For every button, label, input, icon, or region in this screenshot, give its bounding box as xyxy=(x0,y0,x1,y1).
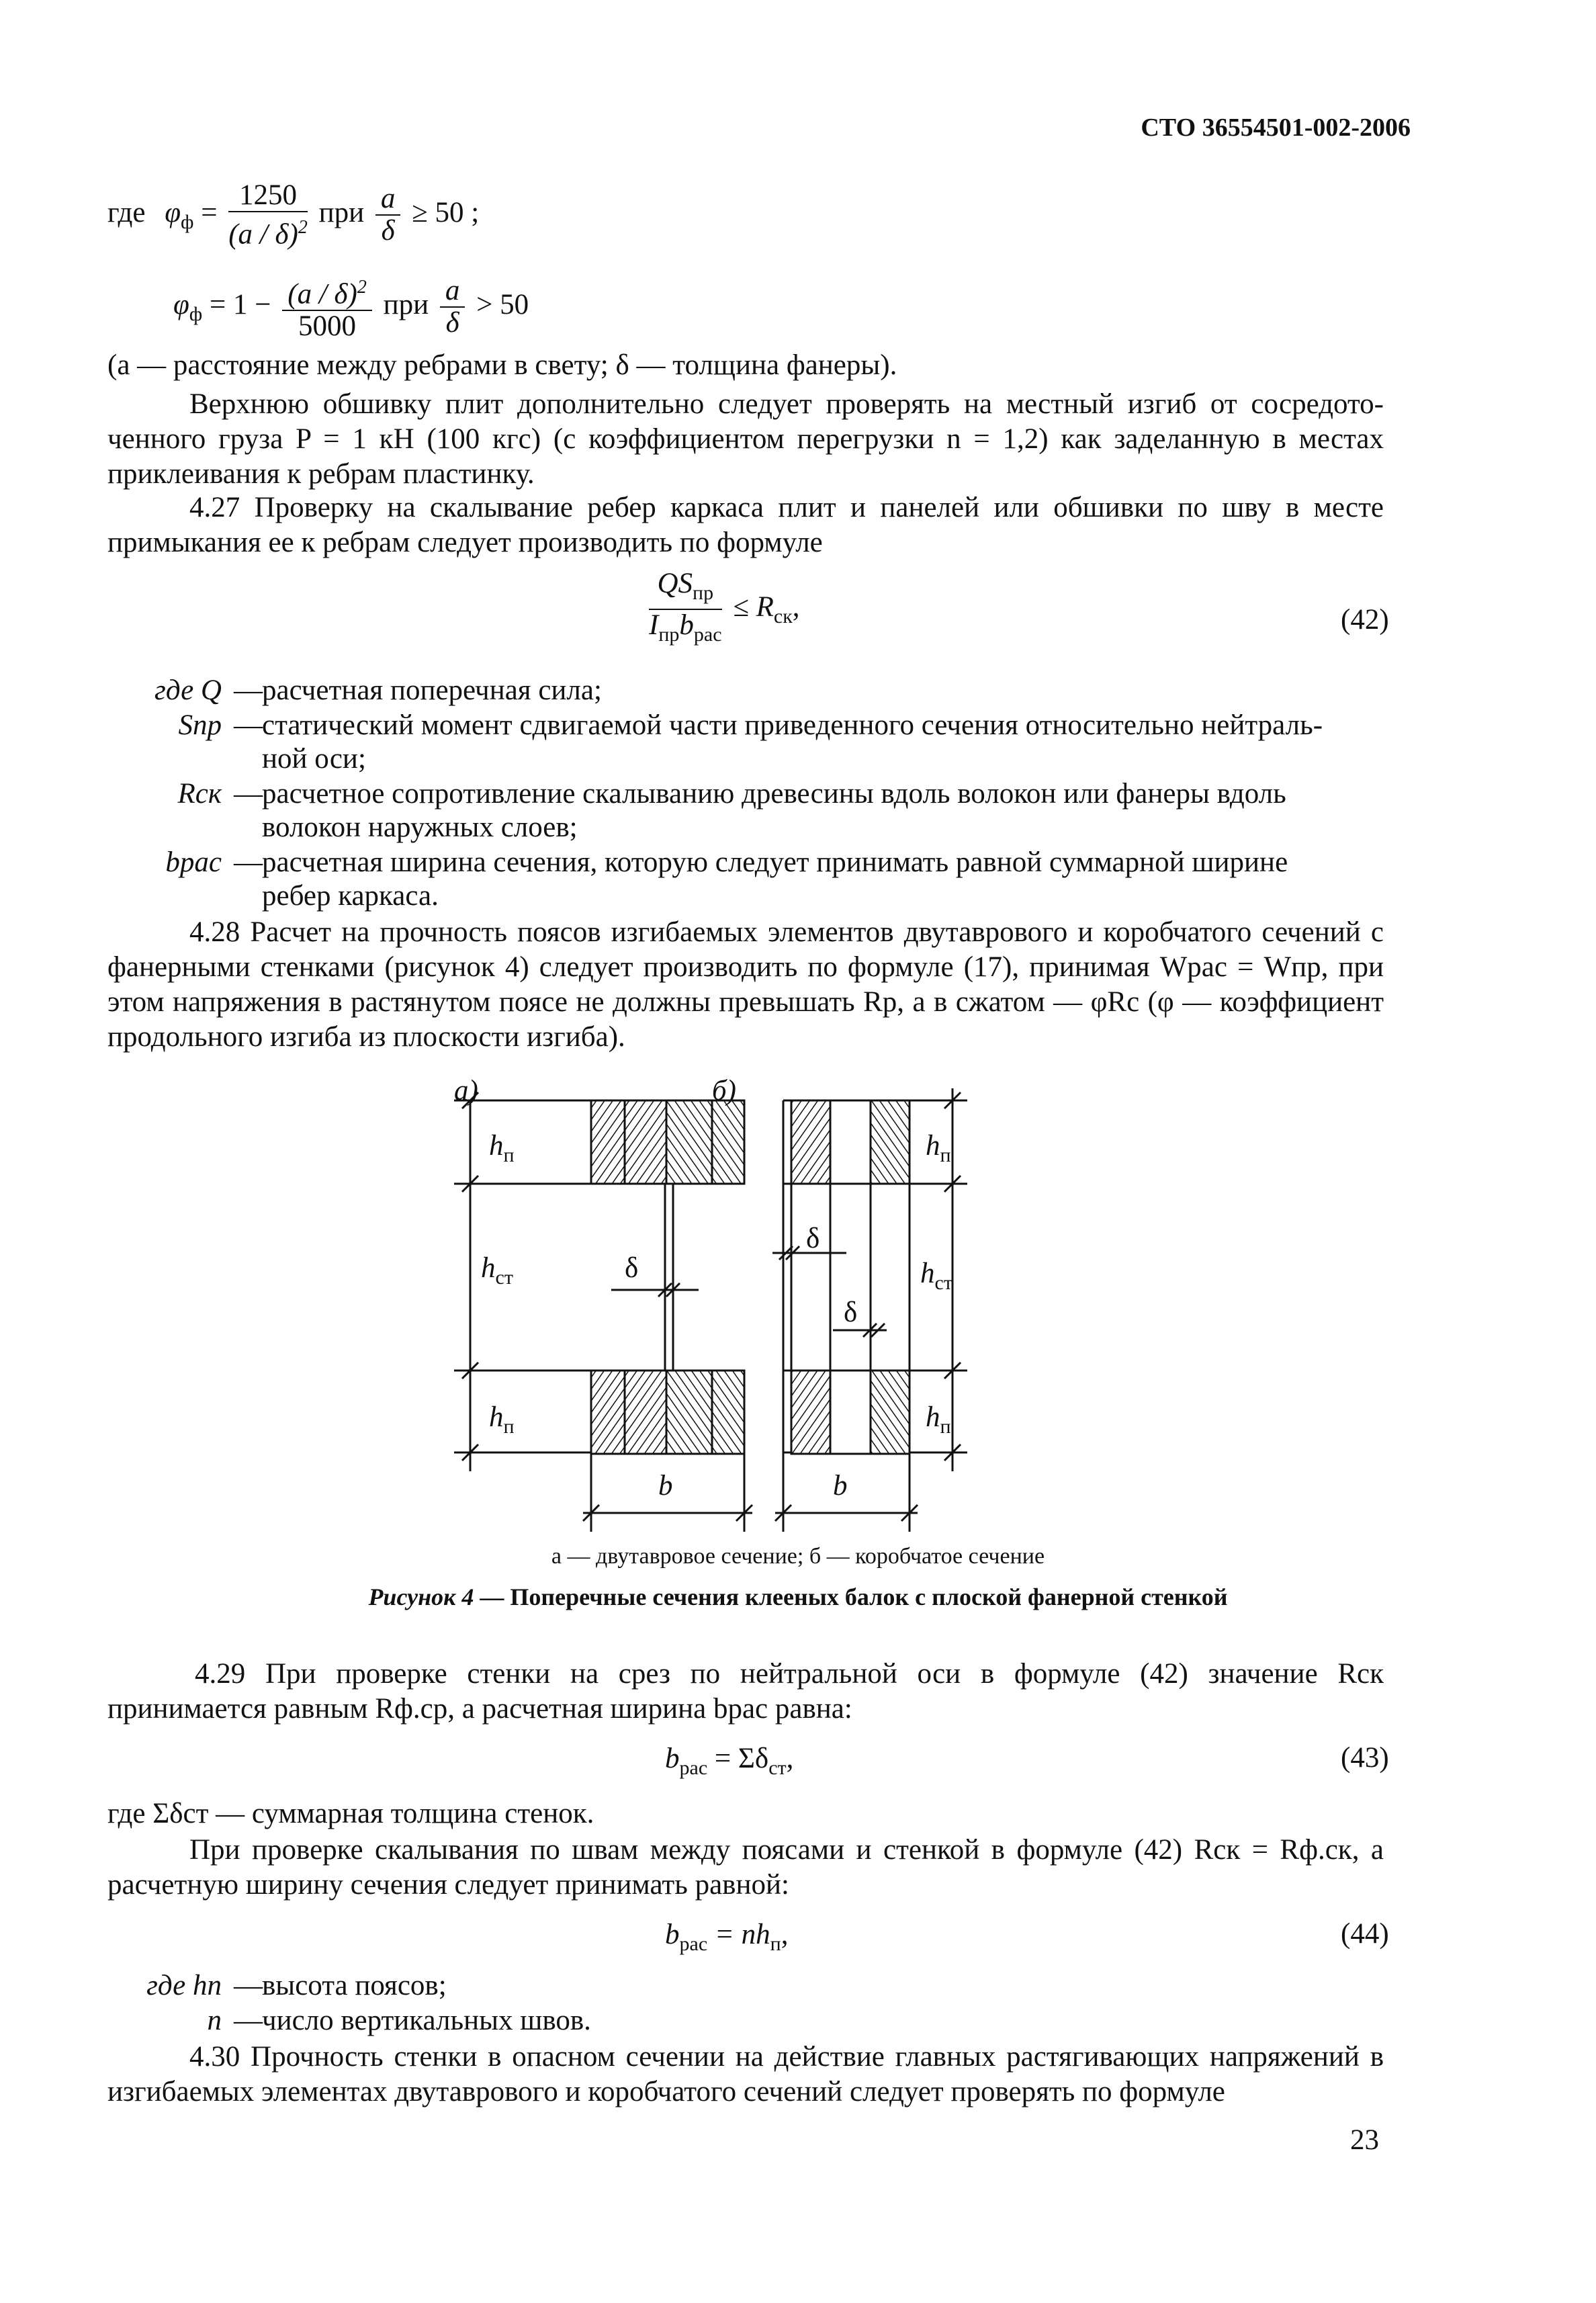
phi-sub: ф xyxy=(189,303,203,326)
fraction-5000 xyxy=(282,272,372,342)
equation-number-44: (44) xyxy=(1341,1918,1389,1950)
hst-letter: h xyxy=(920,1258,935,1289)
paragraph-4-30: 4.30 Прочность стенки в опасном сечении на действие главных растягивающих напряжений в изгибаемых элементах двутаврового и коробчатого сечений следует проверять по формуле xyxy=(107,2041,1384,2108)
def-text: расчетная ширина сечения, которую следует принимать равной суммарной ширине xyxy=(262,846,1288,878)
f2-lhs: = 1 − xyxy=(210,289,271,321)
def-text: ной оси; xyxy=(262,743,366,775)
hp-sub: п xyxy=(503,1416,515,1438)
eq44-lhs: b xyxy=(665,1919,680,1950)
hp-letter: h xyxy=(926,1130,940,1162)
word-where: где xyxy=(107,197,146,229)
cond-den: δ xyxy=(381,215,395,247)
fraction-1250 xyxy=(228,180,308,250)
def-text: статический момент сдвигаемой части приведенного сечения относительно нейтраль- xyxy=(262,709,1323,741)
label-delta-b-bottom: δ xyxy=(844,1297,858,1328)
f2-num xyxy=(282,272,372,311)
fraction-a-delta xyxy=(375,183,401,247)
cond-den: δ xyxy=(445,307,459,339)
f2-num-sup: 2 xyxy=(357,277,367,298)
paragraph-4-28: 4.28 Расчет на прочность поясов изгибаемых элементов двутаврового и коробчатого сечений с фанерными стенками (рисунок 4) следует производить по формуле (17), принимая Wрас = Wпр, при этом напряжения в растянутом поясе не должны превышать Rр, а в сжатом — φRс (φ — коэффициент продольного изгиба из плоскости изгиба). xyxy=(107,916,1384,1053)
paragraph-4-29: 4.29 При проверке стенки на срез по нейтральной оси в формуле (42) значение Rск принимается равным Rф.ср, а расчетная ширина bрас равна: xyxy=(107,1658,1384,1725)
label-delta-b-top: δ xyxy=(806,1223,820,1254)
eq44-rhs: = nh xyxy=(714,1919,770,1950)
figure-caption-legend: а — двутавровое сечение; б — коробчатое сечение xyxy=(551,1544,1045,1569)
label-delta-a: δ xyxy=(625,1252,639,1284)
def-term: где Q xyxy=(154,675,222,706)
hp-sub: п xyxy=(503,1144,515,1166)
def-term: n xyxy=(207,2005,222,2036)
figure-caption-title xyxy=(0,1583,1596,1611)
definitions-44 xyxy=(101,1968,1491,2042)
phi-sub: ф xyxy=(181,211,194,234)
label-hst-a xyxy=(481,1251,513,1295)
def-text: расчетное сопротивление скалыванию древесины вдоль волокон или фанеры вдоль xyxy=(262,778,1286,810)
label-hst-b xyxy=(920,1256,952,1301)
cond2: > 50 xyxy=(476,289,529,321)
cond-num: a xyxy=(375,183,401,216)
phi-symbol: φ xyxy=(165,197,181,229)
hp-letter: h xyxy=(489,1130,504,1162)
def-dash: — xyxy=(234,2005,263,2036)
equation-number-43: (43) xyxy=(1341,1742,1389,1774)
formula-phi-1 xyxy=(107,180,479,250)
f1-den xyxy=(228,212,308,250)
f2-num-text: (a / δ) xyxy=(287,278,357,310)
hp-sub: п xyxy=(940,1416,951,1438)
definitions-42 xyxy=(101,673,1491,915)
equation-44 xyxy=(665,1917,788,1962)
eq42-den2: b xyxy=(679,609,694,641)
def-text: расчетная поперечная сила; xyxy=(262,675,602,706)
label-hp-a-top xyxy=(489,1129,515,1173)
label-hp-b-bottom xyxy=(926,1400,951,1444)
eq42-rhs: ≤ R xyxy=(733,591,774,623)
eq43-lhs: b xyxy=(665,1743,680,1774)
cond1: ≥ 50 ; xyxy=(412,197,480,229)
eq-sign: = xyxy=(201,197,218,229)
formula-phi-2 xyxy=(173,272,529,342)
def-term: Sпр xyxy=(178,709,222,741)
word-pri: при xyxy=(318,197,365,229)
label-b-b: b xyxy=(833,1470,848,1502)
hst-letter: h xyxy=(481,1252,496,1284)
eq44-lhs-sub: рас xyxy=(679,1933,708,1955)
hst-sub: ст xyxy=(934,1272,952,1294)
figure-number: Рисунок 4 xyxy=(368,1583,474,1610)
equation-42 xyxy=(645,568,800,650)
def-term: bрас xyxy=(165,846,222,878)
paragraph-shear-seams: При проверке скалывания по швам между поясами и стенкой в формуле (42) Rск = Rф.ск, а расчетную ширину сечения следует принимать равной: xyxy=(107,1834,1384,1901)
paragraph-4-27: 4.27 Проверку на скалывание ребер каркаса плит и панелей или обшивки по шву в месте примыкания ее к ребрам следует производить по формуле xyxy=(107,492,1384,558)
eq42-den2-sub: рас xyxy=(693,623,722,646)
eq44-tail: , xyxy=(781,1919,789,1950)
def-term: Rск xyxy=(177,778,222,810)
def-text: волокон наружных слоев; xyxy=(262,812,578,843)
equation-43 xyxy=(665,1741,793,1786)
hp-sub: п xyxy=(940,1144,951,1166)
phi-symbol: φ xyxy=(173,289,189,321)
paragraph-upper-sheathing: Верхнюю обшивку плит дополнительно следует проверять на местный изгиб от сосредоточенного груза P = 1 кН (100 кгс) (с коэффициентом перегрузки n = 1,2) как заделанную в местах приклеивания к ребрам пластинку. xyxy=(107,388,1384,490)
cond-num: a xyxy=(440,275,466,308)
eq42-fraction xyxy=(649,568,722,650)
def-dash: — xyxy=(234,675,263,706)
eq43-lhs-sub: рас xyxy=(679,1757,708,1779)
hp-letter: h xyxy=(489,1401,504,1433)
f1-den-sup: 2 xyxy=(298,217,308,238)
figure-title: — Поперечные сечения клееных балок с плоской фанерной стенкой xyxy=(474,1583,1228,1610)
def-text: число вертикальных швов. xyxy=(262,2005,591,2036)
def-dash: — xyxy=(234,709,263,741)
eq42-tail: , xyxy=(792,591,800,623)
eq43-rhs-sub: ст xyxy=(768,1757,787,1779)
eq42-den1: I xyxy=(649,609,659,641)
fraction-a-delta xyxy=(440,275,466,339)
label-hp-b-top xyxy=(926,1129,951,1173)
def-dash: — xyxy=(234,778,263,810)
eq43-tail: , xyxy=(786,1743,794,1774)
figure-4-cross-sections xyxy=(430,1068,1008,1552)
legend-a-delta: (a — расстояние между ребрами в свету; δ — толщина фанеры). xyxy=(107,349,897,381)
eq42-num-sub: пр xyxy=(693,582,714,604)
label-b-a: b xyxy=(658,1470,673,1502)
def-term: где hп xyxy=(146,1970,222,2001)
document-code: СТО 36554501-002-2006 xyxy=(1141,114,1411,142)
figure-label-b: б) xyxy=(712,1075,736,1106)
def-text: высота поясов; xyxy=(262,1970,447,2001)
label-hp-a-bottom xyxy=(489,1400,515,1444)
eq43-rhs: = Σδ xyxy=(714,1743,769,1774)
hp-letter: h xyxy=(926,1401,940,1433)
f1-den-text: (a / δ) xyxy=(228,218,298,251)
figure-label-a: а) xyxy=(454,1075,478,1106)
eq42-den1-sub: пр xyxy=(658,623,680,646)
equation-number-42: (42) xyxy=(1341,604,1389,636)
hst-sub: ст xyxy=(495,1266,513,1289)
eq44-rhs-sub: п xyxy=(770,1933,781,1955)
page-number: 23 xyxy=(1350,2124,1379,2156)
def-text: ребер каркаса. xyxy=(262,880,439,912)
eq42-rhs-sub: ск xyxy=(773,605,793,627)
eq42-num: QS xyxy=(657,568,693,599)
word-pri: при xyxy=(383,289,429,321)
def-dash: — xyxy=(234,846,263,878)
f2-den: 5000 xyxy=(298,310,357,343)
def-dash: — xyxy=(234,1970,263,2001)
f1-num: 1250 xyxy=(228,180,308,212)
sum-wall-thickness: где Σδст — суммарная толщина стенок. xyxy=(107,1798,594,1829)
